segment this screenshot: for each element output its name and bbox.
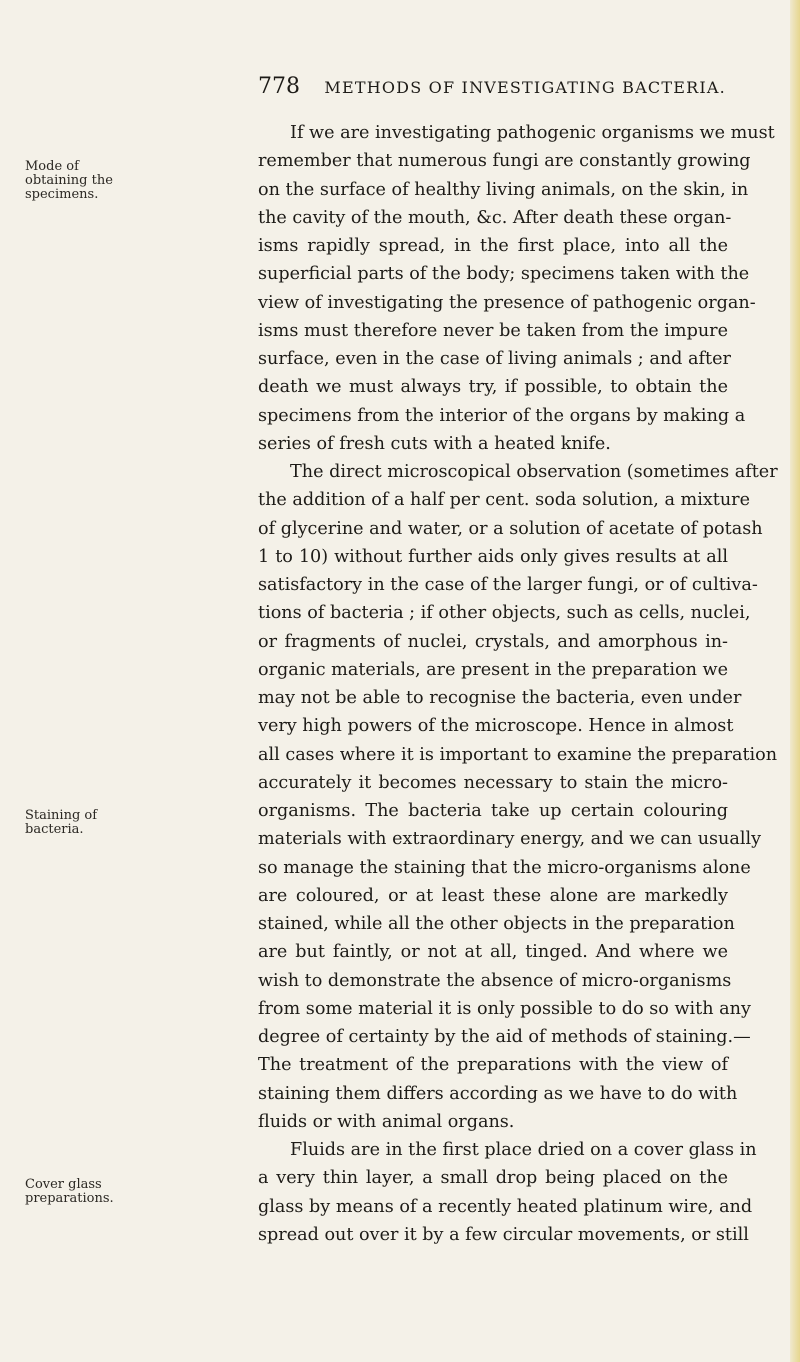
body-line: series of fresh cuts with a heated knife. [258,433,611,454]
body-line: superficial parts of the body; specimens taken with the [258,264,750,285]
body-line: all cases where it is important to examine the preparation [258,744,778,765]
body-line: tions of bacteria ; if other objects, such as cells, nuclei, [258,603,751,624]
body-line: If we are investigating pathogenic organisms we must [290,123,775,143]
body-line: the addition of a half per cent. soda solution, a mixture [258,490,751,511]
body-line: or fragments of nuclei, crystals, and amorphous in- [258,631,728,652]
body-line: the cavity of the mouth, &c. After death these organ- [258,207,732,228]
body-line: satisfactory in the case of the larger fungi, or of cultiva- [258,575,758,595]
body-line: a very thin layer, a small drop being placed on the [258,1168,728,1189]
body-line: 1 to 10) without further aids only gives results at all [258,546,728,567]
body-line: organisms. The bacteria take up certain colouring [258,801,728,821]
body-line: from some material it is only possible to do so with any [258,998,751,1019]
margin-note-line: specimens. [25,187,99,202]
margin-note-line: bacteria. [25,822,84,837]
body-line: The direct microscopical observation (sometimes after [290,462,778,482]
margin-note-mode-of-obtaining [25,160,127,202]
body-line: materials with extraordinary energy, and we can usually [258,829,762,850]
running-title: METHODS OF INVESTIGATING BACTERIA. [324,78,726,97]
body-line: isms rapidly spread, in the first place, into all the [258,236,728,256]
margin-note-line: Mode of [25,159,79,174]
margin-note-line: obtaining the [25,173,113,188]
body-line: spread out over it by a few circular movements, or still [258,1224,749,1245]
body-line: very high powers of the microscope. Hence in almost [258,716,734,737]
body-line: may not be able to recognise the bacteria, even under [258,688,742,708]
body-line: degree of certainty by the aid of methods of staining.— [258,1027,751,1047]
body-line: organic materials, are present in the preparation we [258,659,728,680]
body-line: fluids or with animal organs. [258,1111,515,1132]
body-line: isms must therefore never be taken from the impure [258,320,728,341]
body-line: so manage the staining that the micro-organisms alone [258,857,751,878]
body-line: The treatment of the preparations with the view of [258,1055,728,1076]
body-line: glass by means of a recently heated platinum wire, and [258,1196,753,1217]
margin-note-line: Staining of [25,808,98,823]
margin-note-line: preparations. [25,1191,114,1206]
margin-note-line: Cover glass [25,1177,102,1192]
body-line: stained, while all the other objects in the preparation [258,914,735,934]
body-line: view of investigating the presence of pathogenic organ- [258,292,756,313]
margin-note-staining [25,809,127,837]
body-line: are coloured, or at least these alone are markedly [258,885,728,906]
body-line: remember that numerous fungi are constantly growing [258,151,751,172]
body-line: are but faintly, or not at all, tinged. And where we [258,942,728,963]
body-line: accurately it becomes necessary to stain the micro- [258,772,728,793]
body-line: wish to demonstrate the absence of micro-organisms [258,970,732,991]
running-header [258,74,728,99]
body-line: on the surface of healthy living animals, on the skin, in [258,179,749,200]
body-line: surface, even in the case of living animals ; and after [258,349,731,369]
body-line: Fluids are in the first place dried on a cover glass in [290,1140,757,1160]
body-line: of glycerine and water, or a solution of acetate of potash [258,518,763,539]
page-number: 778 [258,74,300,99]
margin-note-cover-glass [25,1178,127,1206]
body-line: staining them differs according as we have to do with [258,1083,738,1104]
page-edge [790,0,800,1362]
body-text [258,119,778,1249]
body-line: specimens from the interior of the organs by making a [258,405,746,426]
body-line: death we must always try, if possible, to obtain the [258,377,728,398]
